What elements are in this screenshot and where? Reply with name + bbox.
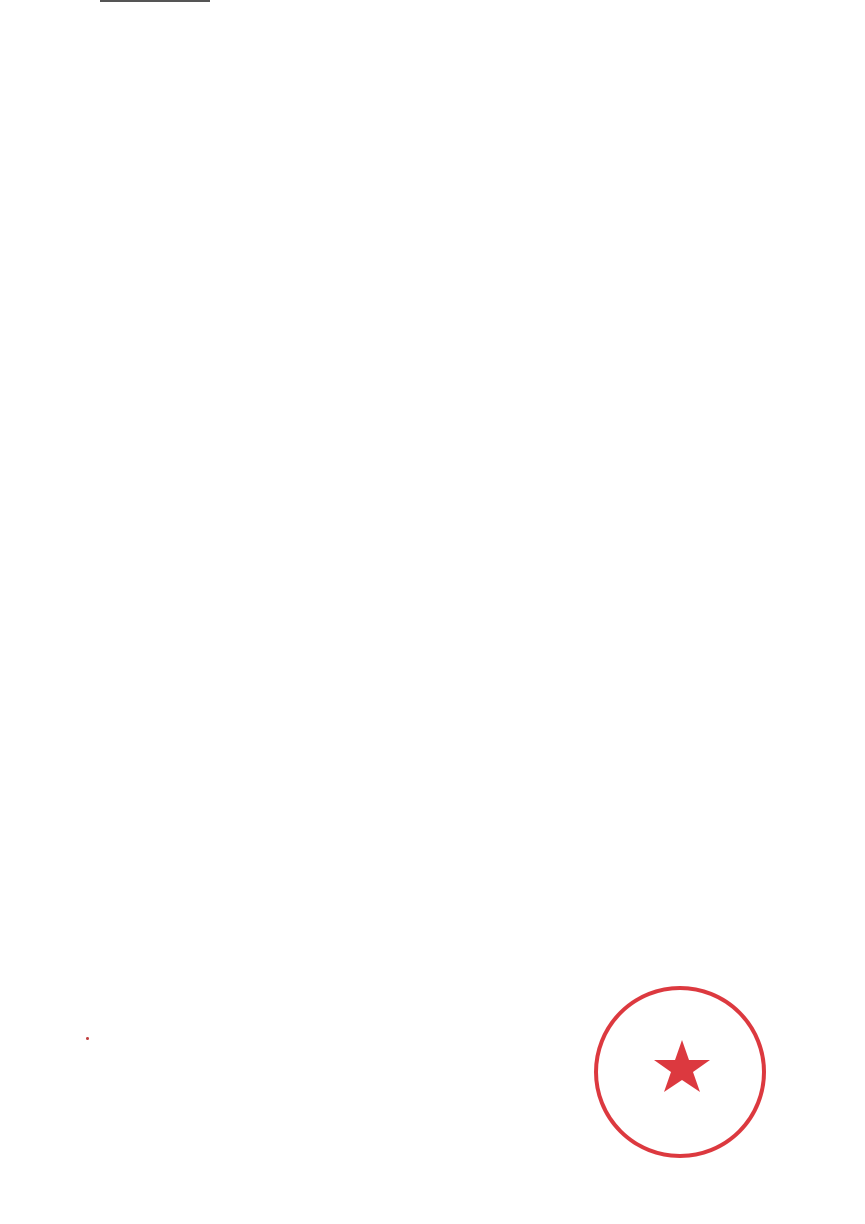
scan-edge-mark (100, 0, 210, 2)
official-seal (590, 982, 770, 1162)
document-body (138, 231, 738, 239)
scan-speck (86, 1037, 89, 1040)
seal-star-icon (654, 1040, 710, 1092)
